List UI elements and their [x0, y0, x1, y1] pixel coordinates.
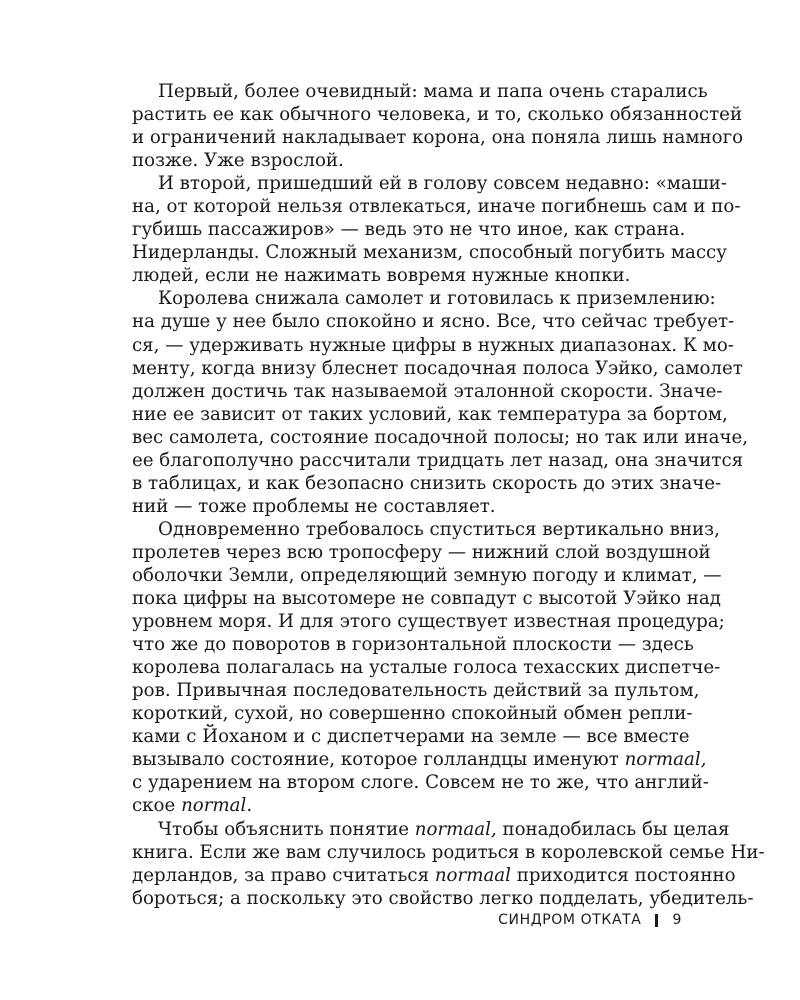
- text-line: королева полагалась на усталые голоса техасских диспетче-: [132, 657, 721, 679]
- text-line: ками с Йоханом и с диспетчерами на земле — все вместе: [132, 726, 690, 748]
- text-line: короткий, сухой, но совершенно спокойный обмен репли-: [132, 703, 693, 725]
- body-text: [106, 80, 765, 910]
- text-line: с ударением на втором слоге. Совсем не то же, что англий-: [132, 772, 709, 794]
- text-line: ся, — удерживать нужные цифры в нужных диапазонах. К мо-: [132, 334, 734, 356]
- text-run: приходится постоянно: [510, 864, 736, 886]
- running-title: СИНДРОМ ОТКАТА: [498, 912, 642, 928]
- paragraph-2: [106, 172, 741, 287]
- text-line: людей, если не нажимать вовремя нужные кнопки.: [132, 265, 631, 287]
- text-line: [106, 864, 736, 887]
- paragraph-1: [106, 80, 744, 172]
- text-line: ний — тоже проблемы не составляет.: [132, 495, 496, 517]
- text-line: Королева снижала самолет и готовилась к приземлению:: [158, 288, 716, 310]
- text-line: растить ее как обычного человека, и то, сколько обязанностей: [132, 104, 743, 126]
- text-line: вес самолета, состояние посадочной полосы; но так или иначе,: [132, 426, 749, 448]
- page-number: 9: [672, 912, 682, 928]
- text-run: дерландов, за право считаться: [132, 864, 435, 886]
- italic-term: normaal,: [624, 749, 707, 771]
- text-line: [106, 818, 730, 841]
- text-line: книга. Если же вам случилось родиться в королевской семье Ни-: [132, 841, 765, 863]
- text-run: ское: [132, 795, 182, 817]
- text-line: пока цифры на высотомере не совпадут с высотой Уэйко над: [132, 588, 721, 610]
- italic-term: normaal: [434, 864, 511, 886]
- text-line: менту, когда внизу блеснет посадочная полоса Уэйко, самолет: [132, 357, 743, 379]
- text-line: [106, 748, 707, 771]
- text-line: ров. Привычная последовательность действий за пультом,: [132, 680, 700, 702]
- paragraph-3: [106, 287, 749, 517]
- text-line: ее благополучно рассчитали тридцать лет назад, она значится: [132, 449, 744, 471]
- text-line: Одновременно требовалось спуститься вертикально вниз,: [158, 518, 720, 540]
- text-line: оболочки Земли, определяющий земную погоду и климат, —: [132, 564, 722, 586]
- text-run: понадобилась бы целая: [496, 818, 730, 840]
- text-run: вызывало состояние, которое голландцы именуют: [132, 749, 625, 771]
- text-line: бороться; а поскольку это свойство легко подделать, убедитель-: [132, 887, 754, 909]
- text-line: губишь пассажиров» — ведь это не что иное, как страна.: [132, 219, 686, 241]
- text-line: Нидерланды. Сложный механизм, способный погубить массу: [132, 242, 727, 264]
- paragraph-5: [106, 818, 765, 910]
- text-line: и ограничений накладывает корона, она поняла лишь намного: [132, 127, 744, 149]
- text-line: на душе у нее было спокойно и ясно. Все, что сейчас требует-: [132, 311, 735, 333]
- text-line: И второй, пришедший ей в голову совсем недавно: «маши-: [158, 173, 727, 195]
- text-line: в таблицах, и как безопасно снизить скорость до этих значе-: [132, 472, 722, 494]
- text-line: что же до поворотов в горизонтальной плоскости — здесь: [132, 634, 694, 656]
- page-footer: [498, 912, 682, 928]
- footer-divider: [655, 914, 658, 927]
- italic-term: normaal,: [414, 818, 497, 840]
- text-line: позже. Уже взрослой.: [132, 150, 344, 172]
- paragraph-4: [106, 518, 725, 818]
- text-line: на, от которой нельзя отвлекаться, иначе погибнешь сам и по-: [132, 196, 741, 218]
- text-line: уровнем моря. И для этого существует известная процедура;: [132, 611, 725, 633]
- text-run: Чтобы объяснить понятие: [158, 818, 415, 840]
- text-line: Первый, более очевидный: мама и папа очень старались: [158, 81, 708, 102]
- text-line: ние ее зависит от таких условий, как температура за бортом,: [132, 403, 728, 425]
- italic-term: normal.: [181, 795, 253, 817]
- text-line: [106, 794, 684, 817]
- text-line: должен достичь так называемой эталонной скорости. Значе-: [132, 380, 723, 402]
- text-line: пролетев через всю тропосферу — нижний слой воздушной: [132, 541, 711, 563]
